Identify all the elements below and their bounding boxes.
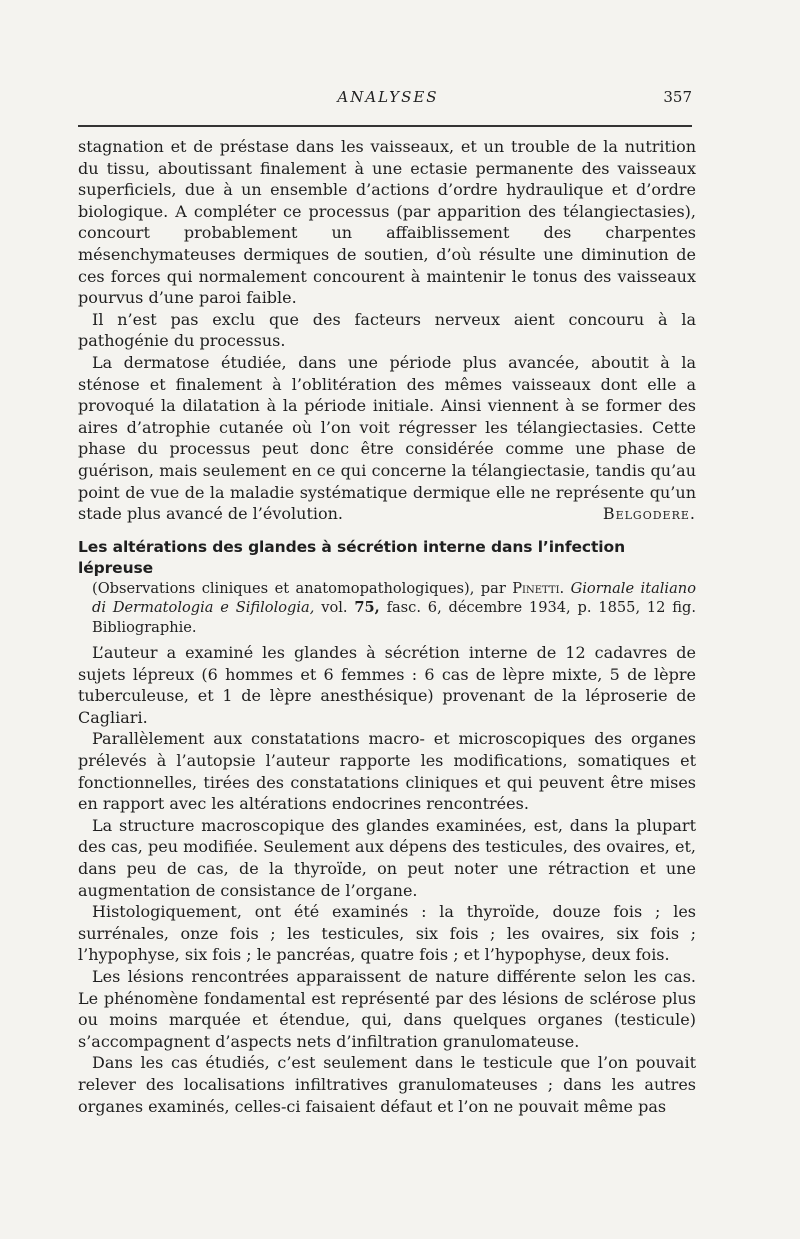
paragraph-text: La dermatose étudiée, dans une période plus avancée, aboutit à la sténose et finalement à l’oblitération des mêmes vaisseaux dont elle a provoqué la dilatation à la période initiale. Ainsi viennent à se former des aires d’atrophie cutanée où l’on voit régresser les télangiectasies. Cette phase du processus peut donc être considérée comme une phase de guérison, mais seulement en ce qui concerne la télangiectasie, tandis qu’au point de vue de la maladie systématique dermique elle ne représente qu’un stade plus avancé de l’évolution. bbox=[78, 352, 696, 524]
running-title: ANALYSES bbox=[337, 88, 439, 106]
paragraph: Les lésions rencontrées apparaissent de nature différente selon les cas. Le phénomène fondamental est représenté par des lésions de sclérose plus ou moins marquée et étendue, qui, dans quelques organes (testicule) s’accompagnent d’aspects nets d’infiltration granulomateuse. bbox=[78, 966, 696, 1051]
paragraph: La structure macroscopique des glandes examinées, est, dans la plupart des cas, peu modifiée. Seulement aux dépens des testicules, des ovaires, et, dans peu de cas, de la thyroïde, on peut noter une rétraction et une augmentation de consistance de l’organe. bbox=[78, 815, 696, 900]
article-citation bbox=[92, 579, 696, 638]
citation-suffix: fasc. 6, décembre 1934, p. 1855, 12 fig. Bibliographie. bbox=[92, 599, 696, 637]
citation-journal: Giornale italiano di Dermatologia e Sifilologia, bbox=[92, 579, 696, 617]
paragraph: Parallèlement aux constatations macro- et microscopiques des organes prélevés à l’autopsie l’auteur rapporte les modifications, somatiques et fonctionnelles, tirées des constatations cliniques et qui peuvent être mises en rapport avec les altérations endocrines rencontrées. bbox=[78, 729, 696, 814]
body-text bbox=[78, 136, 696, 1117]
paragraph-continuation: stagnation et de préstase dans les vaisseaux, et un trouble de la nutrition du tissu, aboutissant finalement à une ectasie permanente des vaisseaux superficiels, due à un ensemble d’actions d’ordre hydraulique et d’ordre biologique. A compléter ce processus (par apparition des télangiectasies), concourt probablement un affaiblissement des charpentes mésenchymateuses dermiques de soutien, d’où résulte une diminution de ces forces qui normalement concourent à maintenir le tonus des vaisseaux pourvus d’une paroi faible. bbox=[78, 137, 696, 308]
paragraph: Histologiquement, ont été examinés : la thyroïde, douze fois ; les surrénales, onze fois ; les testicules, six fois ; les ovaires, six fois ; l’hypophyse, six fois ; le pancréas, quatre fois ; et l’hypophyse, deux fois. bbox=[78, 902, 696, 965]
page-number: 357 bbox=[663, 88, 692, 106]
header-rule bbox=[78, 125, 692, 127]
paragraph: Il n’est pas exclu que des facteurs nerveux aient concouru à la pathogénie du processus. bbox=[78, 309, 696, 351]
running-head bbox=[78, 88, 698, 116]
paragraph: L’auteur a examiné les glandes à sécrétion interne de 12 cadavres de sujets lépreux (6 hommes et 6 femmes : 6 cas de lèpre mixte, 5 de lèpre tuberculeuse, et 1 de lèpre anesthésique) provenant de la léproserie de Cagliari. bbox=[78, 643, 696, 727]
author-signature: Belgodere. bbox=[602, 504, 696, 524]
citation-vol-number: 75, bbox=[354, 599, 380, 617]
article-title: Les altérations des glandes à sécrétion interne dans l’infection lépreuse bbox=[78, 537, 626, 577]
paragraph bbox=[78, 352, 696, 525]
citation-author: Pinetti. bbox=[512, 579, 565, 597]
citation-vol-label: vol. bbox=[321, 599, 348, 617]
paragraph-truncated: Dans les cas étudiés, c’est seulement dans le testicule que l’on pouvait relever des localisations infiltratives granulomateuses ; dans les autres organes examinés, celles-ci faisaient défaut et l’on ne pouvait même pas bbox=[78, 1053, 696, 1116]
page bbox=[78, 88, 698, 1116]
citation-prefix: (Observations cliniques et anatomopathologiques), par bbox=[92, 579, 513, 597]
